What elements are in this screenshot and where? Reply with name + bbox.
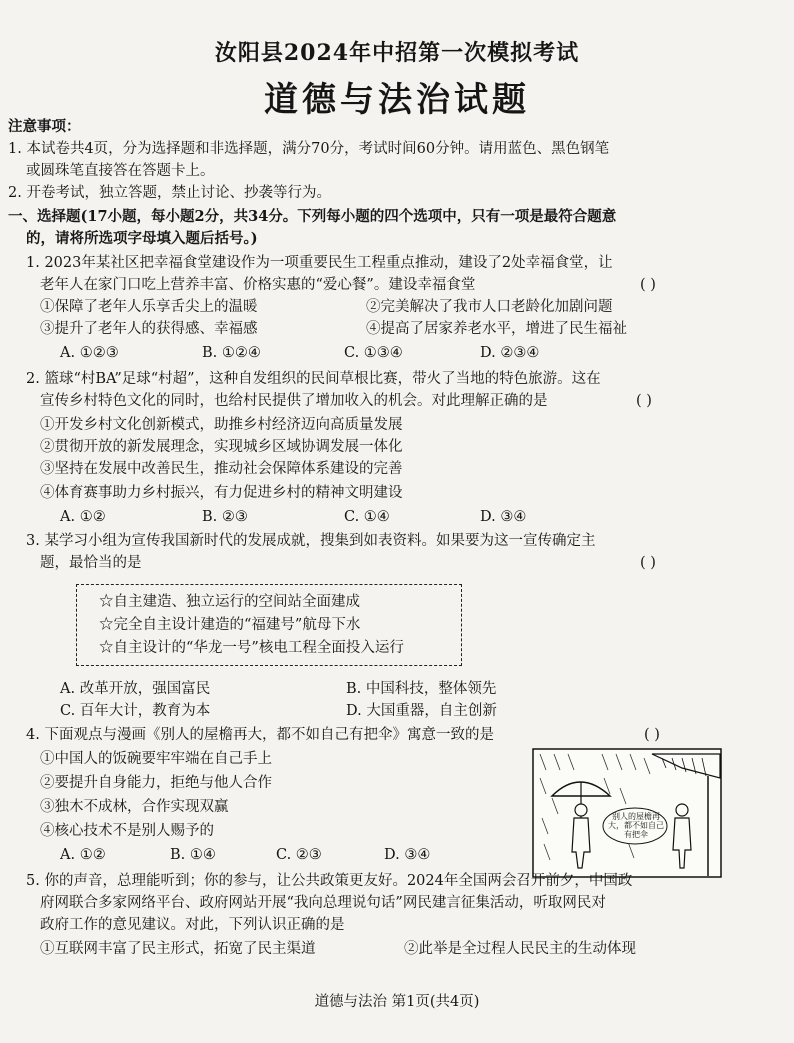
- q4-statement-3: ③独木不成林，合作实现双赢: [40, 799, 229, 815]
- notice-heading: 注意事项：: [8, 118, 81, 135]
- q1-stem-line-1: 1. 2023年某社区把幸福食堂建设作为一项重要民生工程重点推动，建设了2处幸福食堂，让: [26, 255, 613, 271]
- q2-statement-2: ②贯彻开放的新发展理念，实现城乡区域协调发展一体化: [40, 439, 403, 455]
- q2-option-c[interactable]: C. ①④: [344, 509, 390, 525]
- q1-option-d[interactable]: D. ②③④: [480, 345, 540, 361]
- q1-answer-paren[interactable]: ( ): [640, 277, 656, 293]
- notice-item-1-line-2: 或圆珠笔直接答在答题卡上。: [26, 163, 215, 179]
- q3-answer-paren[interactable]: ( ): [640, 555, 656, 571]
- q2-answer-paren[interactable]: ( ): [636, 393, 652, 409]
- q2-stem-line-1: 2. 篮球“村BA”足球“村超”，这种自发组织的民间草根比赛，带火了当地的特色旅游。这在: [26, 371, 601, 387]
- q4-stem: 4. 下面观点与漫画《别人的屋檐再大，都不如自己有把伞》寓意一致的是: [26, 727, 494, 743]
- q5-statement-2: ②此举是全过程人民民主的生动体现: [404, 941, 636, 957]
- q1-options: [60, 342, 660, 364]
- q3-material-3: ☆自主设计的“华龙一号”核电工程全面投入运行: [99, 640, 404, 656]
- q5-stem-line-2: 府网联合多家网络平台、政府网站开展“我向总理说句话”网民建言征集活动，听取网民对: [40, 895, 606, 911]
- q1-stem-line-2: 老年人在家门口吃上营养丰富、价格实惠的“爱心餐”。建设幸福食堂: [40, 277, 476, 293]
- q1-option-b[interactable]: B. ①②④: [202, 345, 261, 361]
- q1-statement-2: ②完美解决了我市人口老龄化加剧问题: [366, 299, 613, 315]
- section-1-heading: 一、选择题(17小题，每小题2分，共34分。下列每小题的四个选项中，只有一项是最符合题意: [8, 208, 617, 225]
- q2-statement-3: ③坚持在发展中改善民生，推动社会保障体系建设的完善: [40, 461, 403, 477]
- q3-material-box: [76, 584, 462, 666]
- q1-statement-1: ①保障了老年人乐享舌尖上的温暖: [40, 299, 258, 315]
- q2-option-a[interactable]: A. ①②: [60, 509, 106, 525]
- page-footer: 道德与法治 第1页(共4页): [314, 994, 480, 1010]
- q1-statement-3: ③提升了老年人的获得感、幸福感: [40, 321, 258, 337]
- q4-statement-4: ④核心技术不是别人赐予的: [40, 823, 214, 839]
- q2-statement-1: ①开发乡村文化创新模式，助推乡村经济迈向高质量发展: [40, 417, 403, 433]
- q3-stem-line-2: 题，最恰当的是: [40, 555, 142, 571]
- q3-material-1: ☆自主建造、独立运行的空间站全面建成: [99, 594, 360, 610]
- q3-option-a[interactable]: A. 改革开放，强国富民: [60, 681, 211, 697]
- q4-options: [60, 844, 480, 866]
- q4-statement-2: ②要提升自身能力，拒绝与他人合作: [40, 775, 272, 791]
- q2-option-d[interactable]: D. ③④: [480, 509, 527, 525]
- q4-option-a[interactable]: A. ①②: [60, 847, 106, 863]
- q1-statement-4: ④提高了居家养老水平，增进了民生福祉: [366, 321, 627, 337]
- q4-answer-paren[interactable]: ( ): [644, 727, 660, 743]
- q4-option-d[interactable]: D. ③④: [384, 847, 431, 863]
- q3-material-2: ☆完全自主设计建造的“福建号”航母下水: [99, 617, 361, 633]
- q5-statement-1: ①互联网丰富了民主形式，拓宽了民主渠道: [40, 941, 316, 957]
- cartoon-umbrella-illustration: [532, 748, 722, 878]
- q3-option-c[interactable]: C. 百年大计，教育为本: [60, 703, 211, 719]
- person-under-eave-head: [676, 804, 688, 816]
- q3-option-d[interactable]: D. 大国重器，自主创新: [346, 703, 497, 719]
- cartoon-caption: 别人的屋檐再大，都不如自己有把伞: [608, 812, 664, 839]
- q5-stem-line-3: 政府工作的意见建议。对此，下列认识正确的是: [40, 917, 345, 933]
- subject-title: 道德与法治试题: [264, 80, 530, 120]
- q4-option-c[interactable]: C. ②③: [276, 847, 322, 863]
- q4-statement-1: ①中国人的饭碗要牢牢端在自己手上: [40, 751, 272, 767]
- q1-option-c[interactable]: C. ①③④: [344, 345, 403, 361]
- q2-stem-line-2: 宣传乡村特色文化的同时，也给村民提供了增加收入的机会。对此理解正确的是: [40, 393, 548, 409]
- notice-item-1-line-1: 1. 本试卷共4页，分为选择题和非选择题，满分70分，考试时间60分钟。请用蓝色、黑色钢笔: [8, 141, 610, 157]
- q3-option-b[interactable]: B. 中国科技，整体领先: [346, 681, 497, 697]
- q4-option-b[interactable]: B. ①④: [170, 847, 216, 863]
- exam-title: 汝阳县2024年中招第一次模拟考试: [214, 40, 580, 66]
- q2-options: [60, 506, 660, 528]
- q2-option-b[interactable]: B. ②③: [202, 509, 248, 525]
- q1-option-a[interactable]: A. ①②③: [60, 345, 119, 361]
- q3-stem-line-1: 3. 某学习小组为宣传我国新时代的发展成就，搜集到如表资料。如果要为这一宣传确定主: [26, 533, 596, 549]
- q2-statement-4: ④体育赛事助力乡村振兴，有力促进乡村的精神文明建设: [40, 485, 403, 501]
- section-1-heading-line-2: 的，请将所选项字母填入题后括号。): [26, 230, 258, 247]
- q5-stem-line-1: 5. 你的声音，总理能听到；你的参与，让公共政策更友好。2024年全国两会召开前夕，中国政: [26, 873, 633, 889]
- notice-item-2: 2. 开卷考试，独立答题，禁止讨论、抄袭等行为。: [8, 185, 331, 201]
- person-with-umbrella-head: [575, 804, 587, 816]
